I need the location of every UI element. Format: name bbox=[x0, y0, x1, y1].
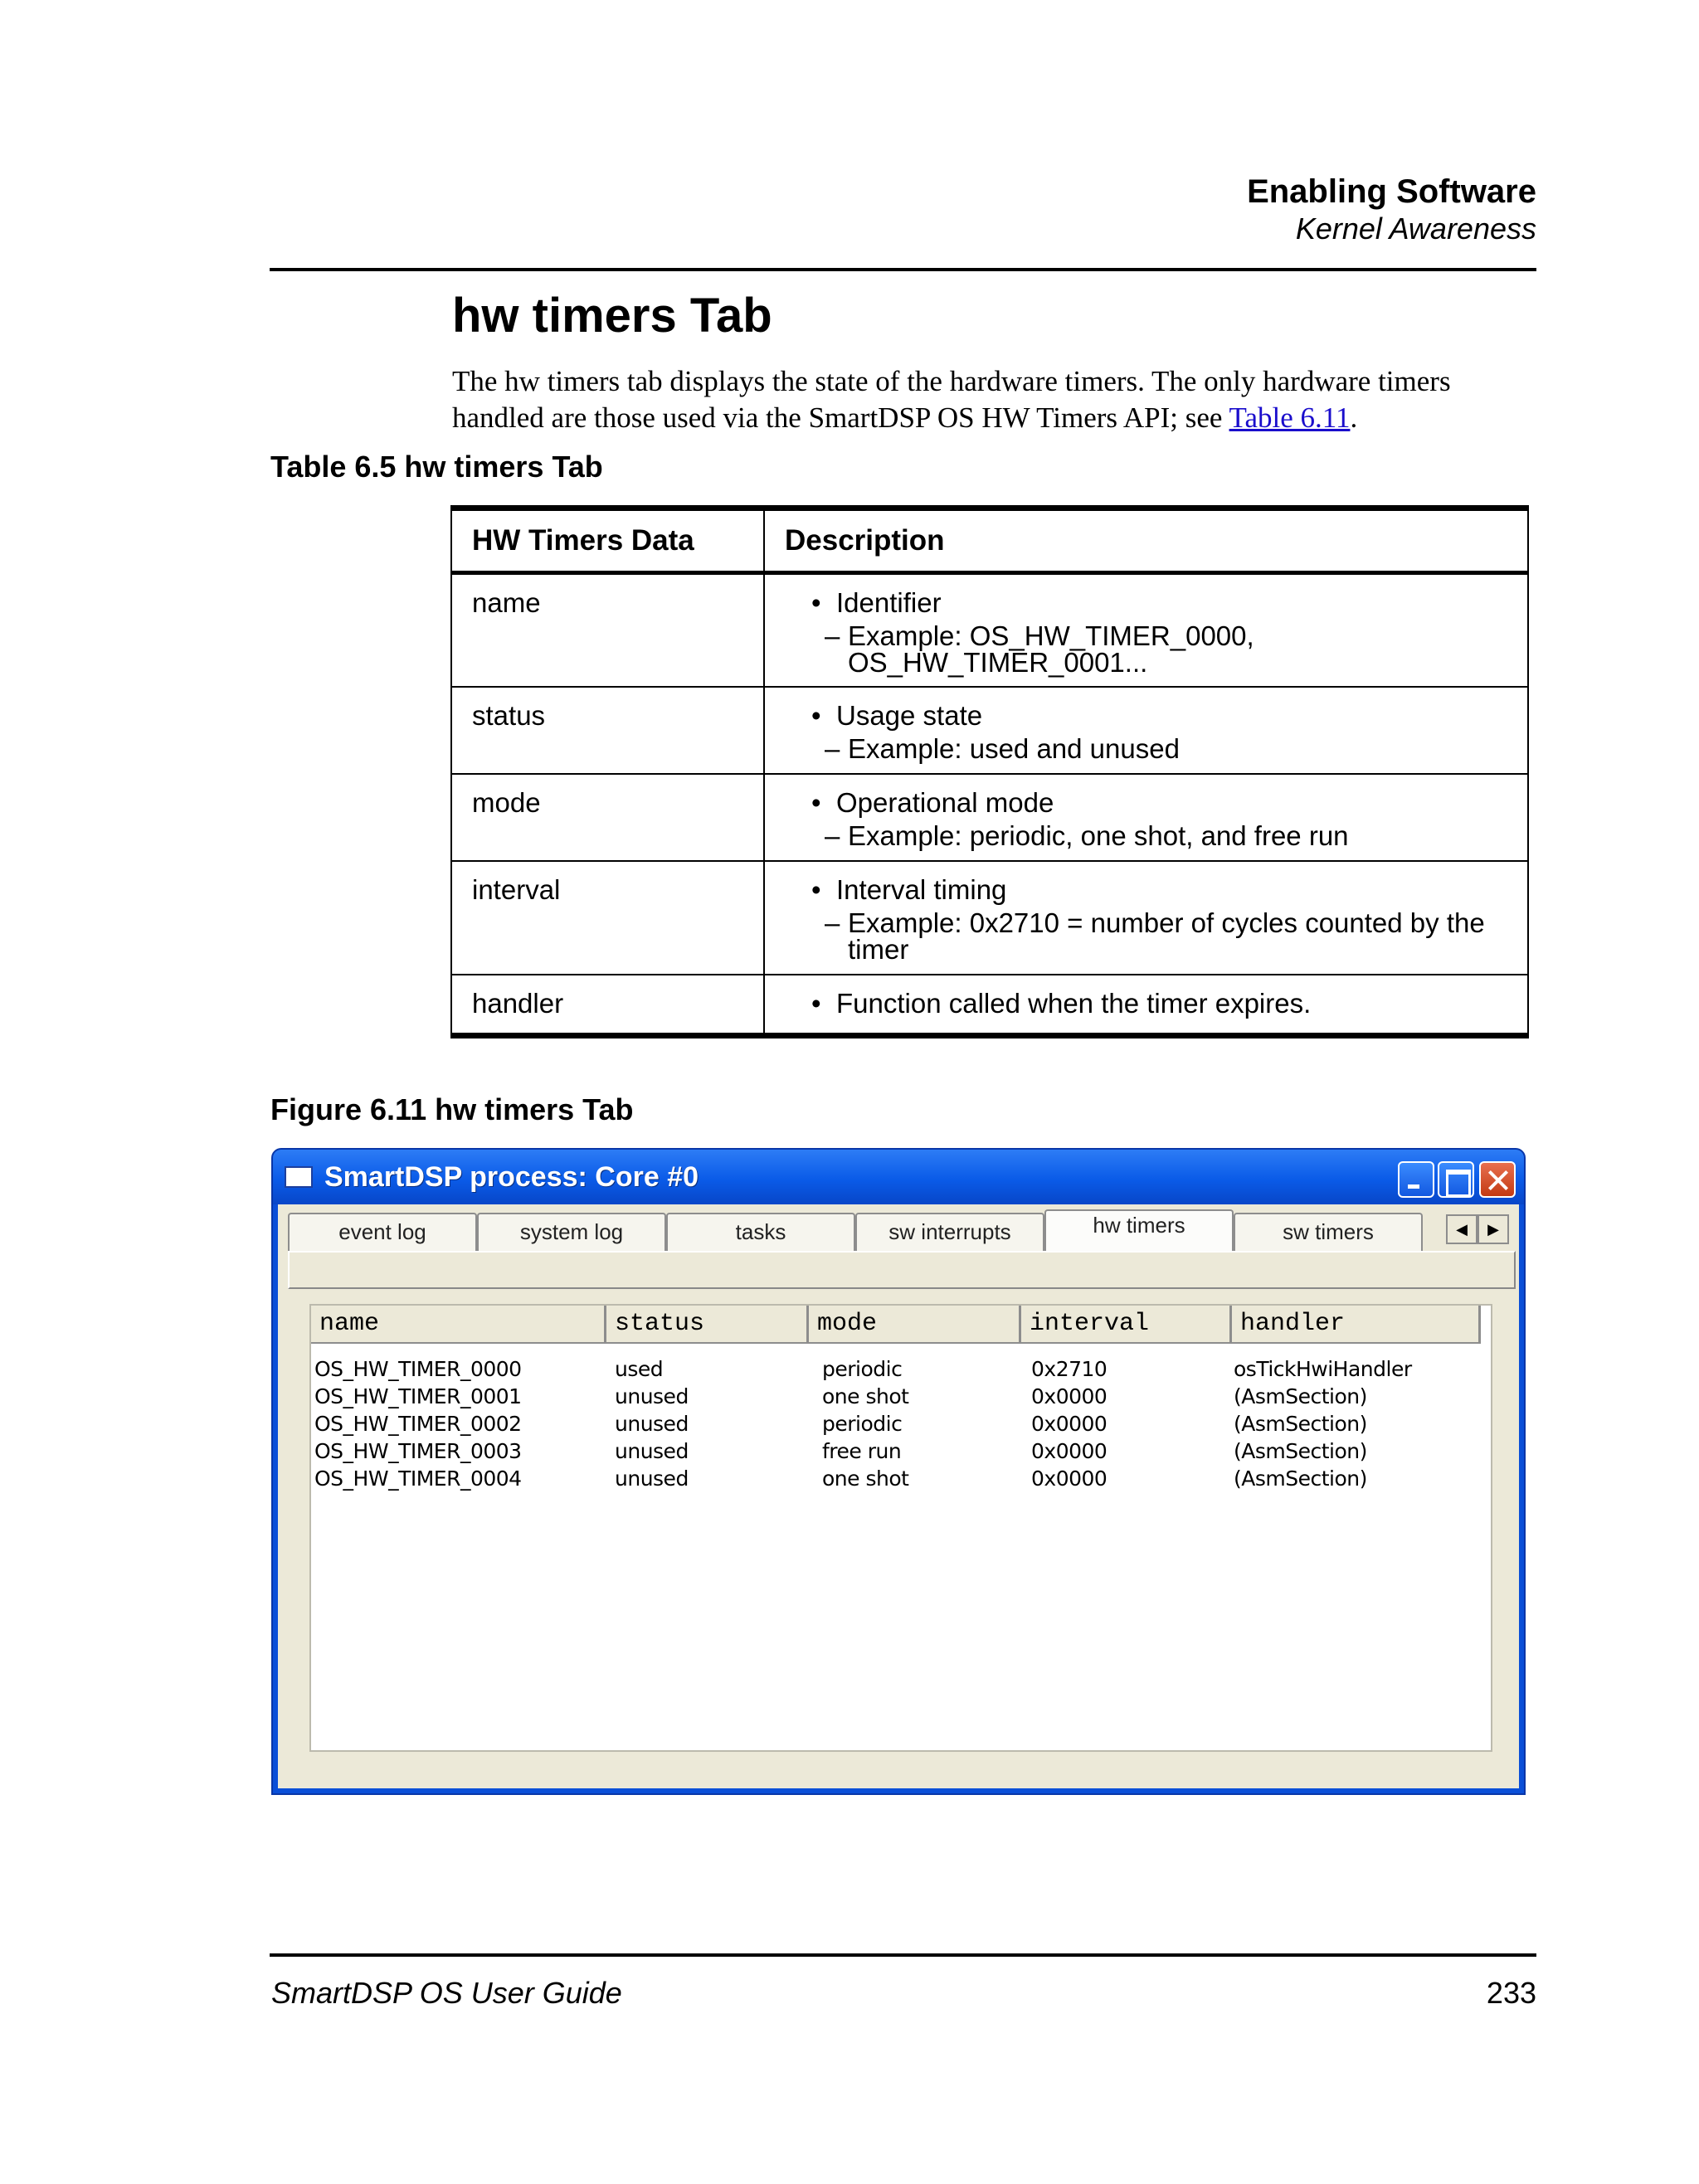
field-description bbox=[764, 975, 1528, 1036]
field-name: name bbox=[451, 573, 764, 687]
list-item[interactable]: OS_HW_TIMER_0001 bbox=[314, 1384, 522, 1408]
footer-title: SmartDSP OS User Guide bbox=[271, 1976, 622, 2010]
description-bullet: • Interval timing bbox=[785, 877, 1507, 903]
field-description bbox=[764, 687, 1528, 774]
table-row bbox=[451, 975, 1528, 1036]
field-description bbox=[764, 573, 1528, 687]
running-head bbox=[1247, 173, 1536, 247]
hw-timers-data-table bbox=[450, 505, 1529, 1038]
column-header-interval[interactable]: interval bbox=[1021, 1306, 1232, 1344]
table-row bbox=[451, 687, 1528, 774]
description-example: – Example: 0x2710 = number of cycles counted by the timer bbox=[785, 910, 1507, 963]
list-item[interactable]: periodic bbox=[822, 1357, 903, 1381]
minimize-button[interactable] bbox=[1398, 1161, 1434, 1198]
page-title: hw timers Tab bbox=[452, 289, 772, 343]
list-item[interactable]: one shot bbox=[822, 1384, 909, 1408]
list-item[interactable]: 0x2710 bbox=[1031, 1357, 1108, 1381]
window-titlebar[interactable] bbox=[273, 1150, 1524, 1204]
handler-column bbox=[1234, 1355, 1412, 1492]
tab-tasks[interactable]: tasks bbox=[666, 1213, 855, 1251]
list-item[interactable]: unused bbox=[615, 1384, 689, 1408]
footer-rule bbox=[270, 1953, 1536, 1957]
list-item[interactable]: (AsmSection) bbox=[1234, 1384, 1367, 1408]
column-header-mode[interactable]: mode bbox=[809, 1306, 1021, 1344]
list-item[interactable]: OS_HW_TIMER_0003 bbox=[314, 1439, 522, 1463]
figure-caption: Figure 6.11 hw timers Tab bbox=[270, 1092, 634, 1126]
column-header: HW Timers Data bbox=[451, 508, 764, 573]
status-column bbox=[615, 1355, 689, 1492]
tab-system-log[interactable]: system log bbox=[477, 1213, 666, 1251]
intro-paragraph bbox=[452, 363, 1547, 436]
list-item[interactable]: free run bbox=[822, 1439, 902, 1463]
list-item[interactable]: (AsmSection) bbox=[1234, 1412, 1367, 1436]
smartdsp-process-window bbox=[271, 1148, 1526, 1795]
tab-sw-timers[interactable]: sw timers bbox=[1234, 1213, 1423, 1251]
tab-event-log[interactable]: event log bbox=[288, 1213, 477, 1251]
field-description bbox=[764, 861, 1528, 975]
tab-scroll-buttons bbox=[1446, 1214, 1509, 1244]
list-item[interactable]: 0x0000 bbox=[1031, 1384, 1108, 1408]
tab-hw-timers[interactable]: hw timers bbox=[1044, 1209, 1234, 1251]
tab-sw-interrupts[interactable]: sw interrupts bbox=[855, 1213, 1044, 1251]
list-item[interactable]: used bbox=[615, 1357, 664, 1381]
table-caption: Table 6.5 hw timers Tab bbox=[270, 450, 603, 484]
maximize-button[interactable] bbox=[1438, 1161, 1474, 1198]
description-bullet: • Function called when the timer expires. bbox=[785, 990, 1507, 1017]
page-number: 233 bbox=[1486, 1976, 1536, 2010]
column-header-status[interactable]: status bbox=[606, 1306, 809, 1344]
list-item[interactable]: OS_HW_TIMER_0002 bbox=[314, 1412, 522, 1436]
tab-strip bbox=[288, 1213, 1482, 1251]
table-row bbox=[451, 774, 1528, 861]
list-item[interactable]: unused bbox=[615, 1467, 689, 1491]
list-item[interactable]: OS_HW_TIMER_0004 bbox=[314, 1467, 522, 1491]
list-item[interactable]: OS_HW_TIMER_0000 bbox=[314, 1357, 522, 1381]
interval-column bbox=[1031, 1355, 1107, 1492]
table-header-row bbox=[451, 508, 1528, 573]
table-row bbox=[451, 861, 1528, 975]
list-item[interactable]: unused bbox=[615, 1412, 689, 1436]
field-name: status bbox=[451, 687, 764, 774]
column-header-handler[interactable]: handler bbox=[1232, 1306, 1481, 1344]
chapter-title: Enabling Software bbox=[1247, 173, 1536, 210]
field-name: mode bbox=[451, 774, 764, 861]
column-header: Description bbox=[764, 508, 1528, 573]
mode-column bbox=[822, 1355, 908, 1492]
list-item[interactable]: (AsmSection) bbox=[1234, 1439, 1367, 1463]
table-row bbox=[451, 573, 1528, 687]
tab-panel-toolbar bbox=[288, 1251, 1516, 1289]
list-item[interactable]: (AsmSection) bbox=[1234, 1467, 1367, 1491]
scroll-left-icon[interactable]: ◀ bbox=[1446, 1214, 1477, 1244]
description-example: – Example: OS_HW_TIMER_0000, OS_HW_TIMER_0001... bbox=[785, 623, 1507, 676]
field-description bbox=[764, 774, 1528, 861]
field-name: interval bbox=[451, 861, 764, 975]
field-name: handler bbox=[451, 975, 764, 1036]
list-item[interactable]: 0x0000 bbox=[1031, 1412, 1108, 1436]
list-item[interactable]: 0x0000 bbox=[1031, 1439, 1108, 1463]
name-column bbox=[314, 1355, 522, 1492]
list-item[interactable]: 0x0000 bbox=[1031, 1467, 1108, 1491]
header-rule bbox=[270, 268, 1536, 271]
table-link[interactable]: Table 6.11 bbox=[1229, 401, 1351, 434]
section-title: Kernel Awareness bbox=[1295, 212, 1536, 246]
column-header-name[interactable]: name bbox=[311, 1306, 606, 1344]
window-app-icon bbox=[285, 1166, 313, 1188]
scroll-right-icon[interactable]: ▶ bbox=[1477, 1214, 1509, 1244]
description-example: – Example: periodic, one shot, and free run bbox=[785, 823, 1507, 849]
list-item[interactable]: periodic bbox=[822, 1412, 903, 1436]
close-button[interactable] bbox=[1479, 1161, 1516, 1198]
intro-tail: . bbox=[1350, 401, 1358, 434]
intro-text: The hw timers tab displays the state of the hardware timers. The only hardware timers handled are those used via the SmartDSP OS HW Timers API; see bbox=[452, 365, 1451, 434]
list-item[interactable]: osTickHwiHandler bbox=[1234, 1357, 1412, 1381]
description-bullet: • Operational mode bbox=[785, 790, 1507, 816]
hw-timers-list[interactable] bbox=[309, 1304, 1492, 1752]
window-title: SmartDSP process: Core #0 bbox=[324, 1161, 699, 1193]
window-client bbox=[278, 1204, 1519, 1788]
description-example: – Example: used and unused bbox=[785, 736, 1507, 762]
list-item[interactable]: one shot bbox=[822, 1467, 909, 1491]
description-bullet: • Usage state bbox=[785, 703, 1507, 729]
description-bullet: • Identifier bbox=[785, 590, 1507, 616]
list-item[interactable]: unused bbox=[615, 1439, 689, 1463]
